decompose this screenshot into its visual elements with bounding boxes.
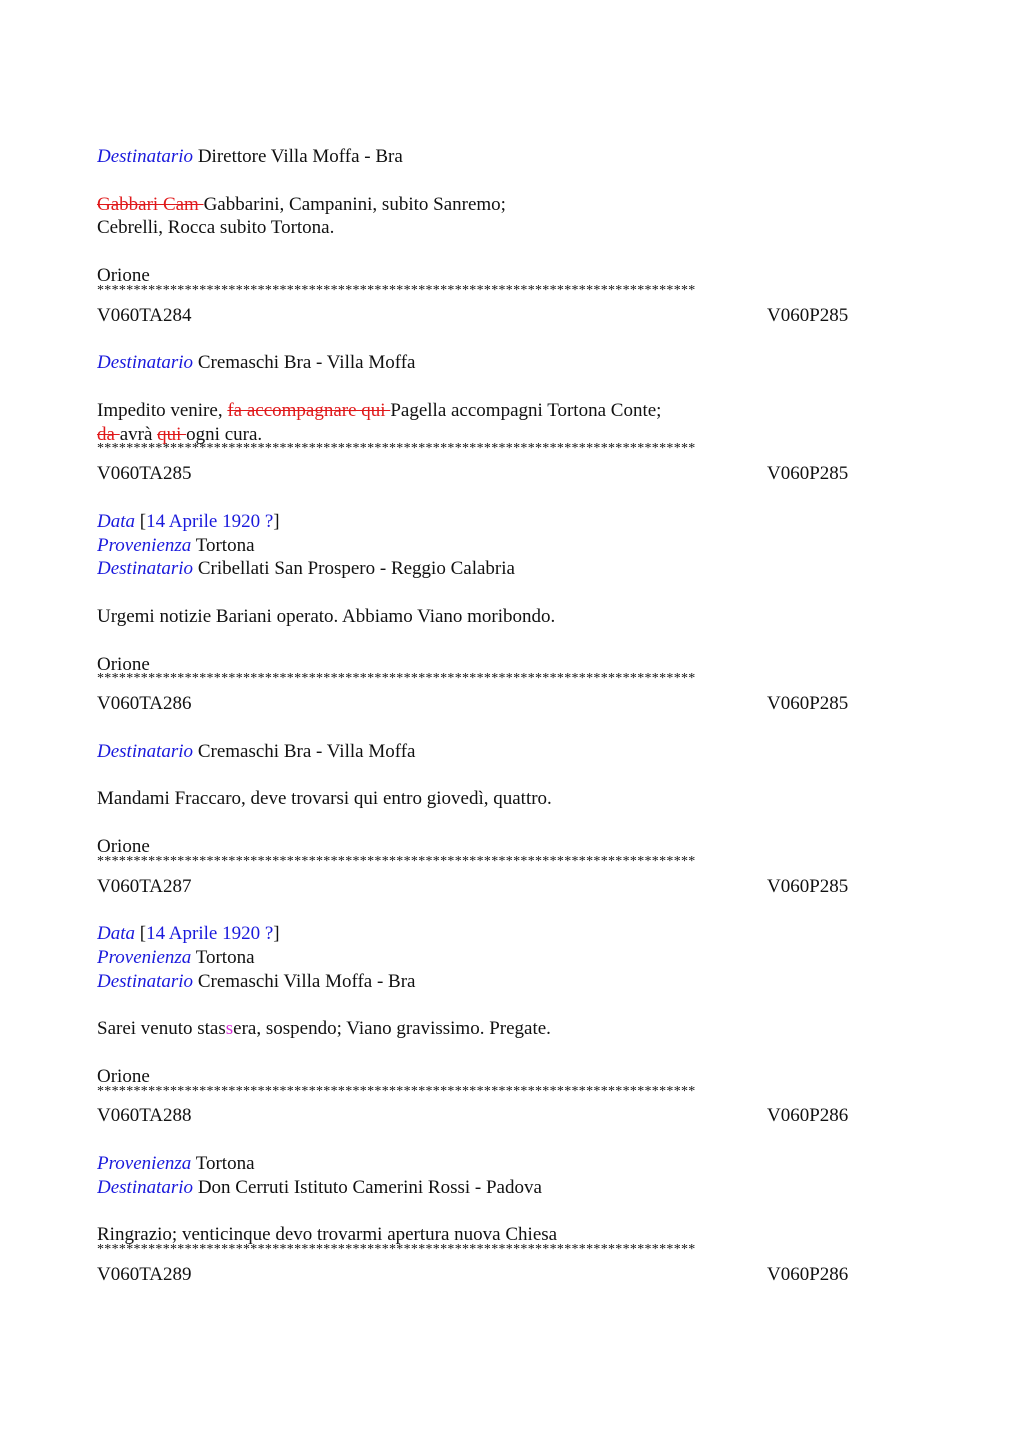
separator: ********************************************************************************** — [97, 671, 696, 687]
signature: Orione — [97, 1065, 150, 1087]
destinatario-line — [97, 351, 927, 375]
message-line: Urgemi notizie Bariani operato. Abbiamo Viano moribondo. — [97, 605, 556, 627]
page-code: V060P285 — [767, 463, 849, 485]
inserted-text: s — [225, 1018, 234, 1040]
destinatario-label: Destinatario — [97, 146, 194, 167]
destinatario-value: Don Cerruti Istituto Camerini Rossi - Padova — [193, 1176, 542, 1198]
data-bracket: [ — [135, 923, 147, 945]
signature: Orione — [97, 835, 150, 857]
destinatario-value: Cremaschi Villa Moffa - Bra — [193, 970, 416, 992]
provenienza-line — [97, 1152, 927, 1176]
page-code: V060P286 — [767, 1105, 849, 1127]
code-line — [97, 875, 927, 899]
destinatario-value: Direttore Villa Moffa - Bra — [193, 146, 403, 167]
separator: ********************************************************************************** — [97, 1242, 696, 1258]
spacer — [97, 716, 927, 740]
spacer — [97, 629, 927, 653]
spacer — [97, 811, 927, 835]
data-label: Data — [97, 510, 135, 532]
data-value: 14 Aprile 1920 ? — [146, 923, 274, 945]
data-line — [97, 922, 927, 946]
destinatario-label: Destinatario — [97, 970, 194, 992]
deleted-text: qui — [157, 423, 187, 445]
message-line: Mandami Fraccaro, deve trovarsi qui entro giovedì, quattro. — [97, 788, 552, 810]
code-line — [97, 304, 927, 328]
destinatario-line — [97, 145, 927, 169]
deleted-text: fa accompagnare qui — [227, 399, 391, 421]
message-line: Ringrazio; venticinque devo trovarmi apertura nuova Chiesa — [97, 1224, 558, 1246]
message-text: era, sospendo; Viano gravissimo. Pregate. — [233, 1018, 551, 1040]
signature: Orione — [97, 264, 150, 286]
spacer — [97, 327, 927, 351]
code-line — [97, 462, 927, 486]
spacer — [97, 1200, 927, 1224]
message-text: Impedito venire, — [97, 399, 228, 421]
destinatario-label: Destinatario — [97, 1176, 194, 1198]
message-line — [97, 399, 927, 423]
separator: ********************************************************************************** — [97, 441, 696, 457]
code-line — [97, 692, 927, 716]
destinatario-line — [97, 557, 927, 581]
destinatario-line — [97, 970, 927, 994]
telegram-code: V060TA284 — [97, 304, 192, 326]
message-text: ogni cura. — [186, 423, 263, 445]
deleted-text: da — [97, 423, 120, 445]
signature: Orione — [97, 653, 150, 675]
provenienza-value: Tortona — [191, 1153, 255, 1175]
data-value: 14 Aprile 1920 ? — [146, 510, 274, 532]
destinatario-value: Cremaschi Bra - Villa Moffa — [193, 740, 416, 762]
telegram-code: V060TA287 — [97, 875, 192, 897]
data-label: Data — [97, 923, 135, 945]
page-code: V060P285 — [767, 304, 849, 326]
provenienza-label: Provenienza — [97, 1153, 192, 1175]
provenienza-label: Provenienza — [97, 534, 192, 556]
data-bracket: ] — [273, 510, 280, 532]
spacer — [97, 898, 927, 922]
code-line — [97, 1104, 927, 1128]
destinatario-value: Cribellati San Prospero - Reggio Calabria — [193, 558, 515, 580]
provenienza-value: Tortona — [191, 946, 255, 968]
destinatario-line — [97, 740, 927, 764]
destinatario-value: Cremaschi Bra - Villa Moffa — [193, 352, 416, 374]
spacer — [97, 1128, 927, 1152]
message-text: Gabbarini, Campanini, subito Sanremo; — [203, 193, 506, 215]
message-text: Cebrelli, Rocca subito Tortona. — [97, 217, 335, 239]
spacer — [97, 1041, 927, 1065]
page-code: V060P285 — [767, 875, 849, 897]
telegram-code: V060TA286 — [97, 693, 192, 715]
message-line — [97, 1017, 927, 1041]
spacer — [97, 581, 927, 605]
separator: ********************************************************************************** — [97, 1083, 696, 1099]
destinatario-label: Destinatario — [97, 352, 194, 374]
message-line — [97, 216, 927, 240]
message-text: avrà — [119, 423, 158, 445]
code-line — [97, 1263, 927, 1287]
provenienza-label: Provenienza — [97, 946, 192, 968]
spacer — [97, 240, 927, 264]
message-text: Pagella accompagni Tortona Conte; — [390, 399, 662, 421]
data-bracket: ] — [273, 923, 280, 945]
message-text: Sarei venuto stas — [97, 1018, 226, 1040]
telegram-code: V060TA289 — [97, 1264, 192, 1286]
telegram-code: V060TA285 — [97, 463, 192, 485]
provenienza-line — [97, 946, 927, 970]
spacer — [97, 764, 927, 788]
provenienza-line — [97, 534, 927, 558]
spacer — [97, 486, 927, 510]
destinatario-label: Destinatario — [97, 740, 194, 762]
data-line — [97, 510, 927, 534]
message-line — [97, 193, 927, 217]
deleted-text: Gabbari Cam — [97, 193, 204, 215]
page-code: V060P285 — [767, 693, 849, 715]
destinatario-label: Destinatario — [97, 558, 194, 580]
document-page — [97, 145, 927, 1287]
spacer — [97, 169, 927, 193]
data-bracket: [ — [135, 510, 147, 532]
separator: ********************************************************************************** — [97, 282, 696, 298]
telegram-code: V060TA288 — [97, 1105, 192, 1127]
destinatario-line — [97, 1176, 927, 1200]
spacer — [97, 993, 927, 1017]
page-code: V060P286 — [767, 1264, 849, 1286]
spacer — [97, 375, 927, 399]
provenienza-value: Tortona — [191, 534, 255, 556]
separator: ********************************************************************************** — [97, 853, 696, 869]
